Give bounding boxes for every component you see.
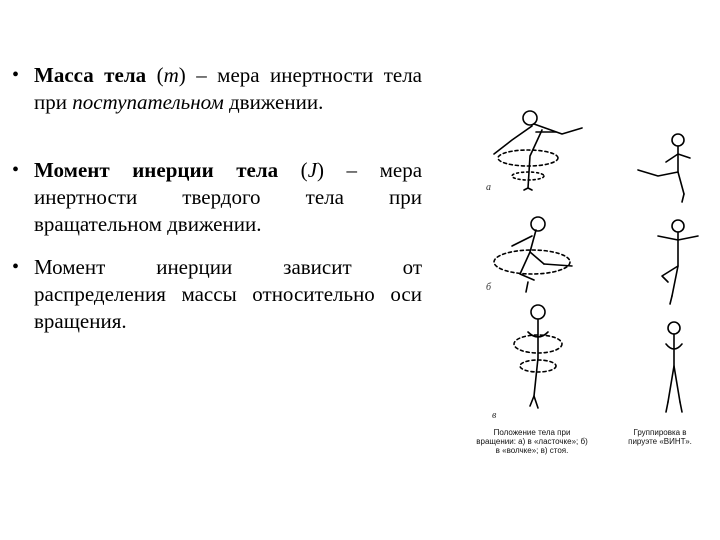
caption-pirouette: Группировка в пируэте «ВИНТ». [628, 428, 692, 446]
symbol-mass: m [163, 63, 179, 87]
mass-definition-start: мера инертности тела при [34, 63, 422, 114]
term-moment-of-inertia: Момент инерции тела [34, 158, 279, 182]
mass-definition-end: движении. [228, 90, 324, 114]
skater-arabesque [494, 111, 582, 190]
skater-upright-spin [514, 305, 562, 408]
symbol-moment: J [307, 158, 318, 182]
dash: – [196, 63, 207, 87]
mass-definition-emphasis: поступательном [72, 90, 224, 114]
skater-pirouette-arms [658, 220, 698, 304]
moment-definition: мера инертности твердого тела при вращательном движении. [34, 158, 423, 236]
skater-drawings [472, 96, 702, 426]
bullet-moment-text: Момент инерции тела (J) – мера инертности твердого тела при вращательном движении. [34, 158, 423, 236]
bullet-marker: • [12, 64, 20, 86]
skater-illustration [472, 96, 702, 476]
bullet-moment-of-inertia [12, 157, 422, 238]
term-mass: Масса тела [34, 63, 147, 87]
bullet-marker: • [12, 256, 20, 278]
bullet-mass-text: Масса тела (m) – мера инертности тела при поступательном движении. [34, 63, 422, 114]
caption-body-position: Положение тела при вращении: а) в «ласточке»; б) в «волчке»; в) стоя. [476, 428, 588, 455]
figure-letter-c: в [492, 410, 497, 421]
figure-letter-b: б [486, 282, 492, 293]
skater-pirouette-closed [666, 322, 682, 412]
figure-letter-a: а [486, 182, 491, 193]
skater-pirouette-open [638, 134, 690, 202]
bullet-dependence [12, 254, 422, 335]
dependence-text: Момент инерции зависит от распределения массы относительно оси вращения. [34, 255, 422, 333]
skater-sit-spin [494, 217, 572, 292]
dash: – [346, 158, 358, 182]
bullet-marker: • [12, 159, 20, 181]
bullet-list [12, 62, 422, 335]
bullet-mass [12, 62, 422, 116]
